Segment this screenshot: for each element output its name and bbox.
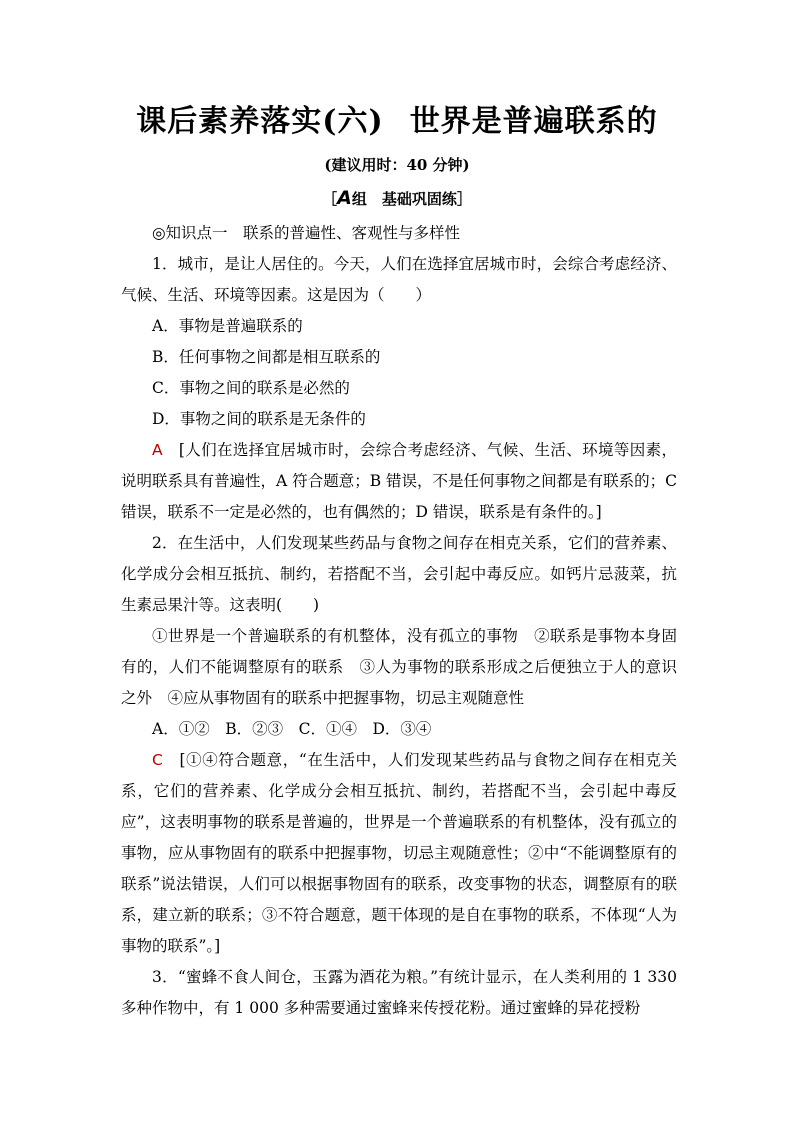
group-heading [0,187,794,209]
question-1-answer-block [121,435,677,528]
group-label: 组 基础巩固练 [351,190,457,208]
suggested-time: (建议用时：40 分钟) [324,156,470,174]
question-3-stem: 3．“蜜蜂不食人间仓，玉露为酒花为粮。”有统计显示，在人类利用的 1 330 多种作物中，有 1 000 多种需要通过蜜蜂来传授花粉。通过蜜蜂的异花授粉 [121,968,677,1017]
question-2-statements: ①世界是一个普遍联系的有机整体，没有孤立的事物 ②联系是事物本身固有的，人们不能调整原有的联系 ③人为事物的联系形成之后便独立于人的意识之外 ④应从事物固有的联系中把握事物，切忌主观随意性 [121,627,677,707]
question-1-option-d: D．事物之间的联系是无条件的 [152,410,366,428]
question-2-options: A．①② B．②③ C．①④ D．③④ [152,720,432,738]
document-body [121,218,677,1024]
question-2-explanation: [①④符合题意，“在生活中，人们发现某些药品与食物之间存在相克关系，它们的营养素、化学成分会相互抵抗、制约，若搭配不当，会引起中毒反应”，这表明事物的联系是普遍的，世界是一个普遍联系的有机整体，没有孤立的事物，应从事物固有的联系中把握事物，切忌主观随意性；②中“不能调整原有的联系”说法错误，人们可以根据事物固有的联系，改变事物的状态，调整原有的联系，建立新的联系；③不符合题意，题干体现的是自在事物的联系，不体现“人为事物的联系”。] [121,751,677,955]
question-2-stem: 2．在生活中，人们发现某些药品与食物之间存在相克关系，它们的营养素、化学成分会相互抵抗、制约，若搭配不当，会引起中毒反应。如钙片忌菠菜，抗生素忌果汁等。这表明( ) [121,534,677,614]
group-letter: A [337,187,352,209]
question-1-option-c: C．事物之间的联系是必然的 [152,379,350,397]
question-1-explanation: [人们在选择宜居城市时，会综合考虑经济、气候、生活、环境等因素，说明联系具有普遍性，A 符合题意；B 错误，不是任何事物之间都是有联系的；C 错误，联系不一定是必然的，也有偶然的；D 错误，联系是有条件的。] [121,441,677,521]
question-2-answer-block [121,745,677,962]
group-open-bracket: ［ [322,190,338,208]
question-2-answer: C [152,751,163,769]
knowledge-point-heading: ◎知识点一 联系的普遍性、客观性与多样性 [152,224,461,242]
question-1-answer: A [152,441,163,459]
question-1-option-a: A．事物是普遍联系的 [152,317,303,335]
group-close-bracket: ］ [456,190,472,208]
question-1-stem: 1．城市，是让人居住的。今天，人们在选择宜居城市时，会综合考虑经济、气候、生活、环境等因素。这是因为（ ） [121,255,677,304]
title-left: 课后素养落实(六) [136,104,384,139]
page-title [0,96,794,140]
question-1-option-b: B．任何事物之间都是相互联系的 [152,348,381,366]
title-right: 世界是普遍联系的 [409,104,658,139]
